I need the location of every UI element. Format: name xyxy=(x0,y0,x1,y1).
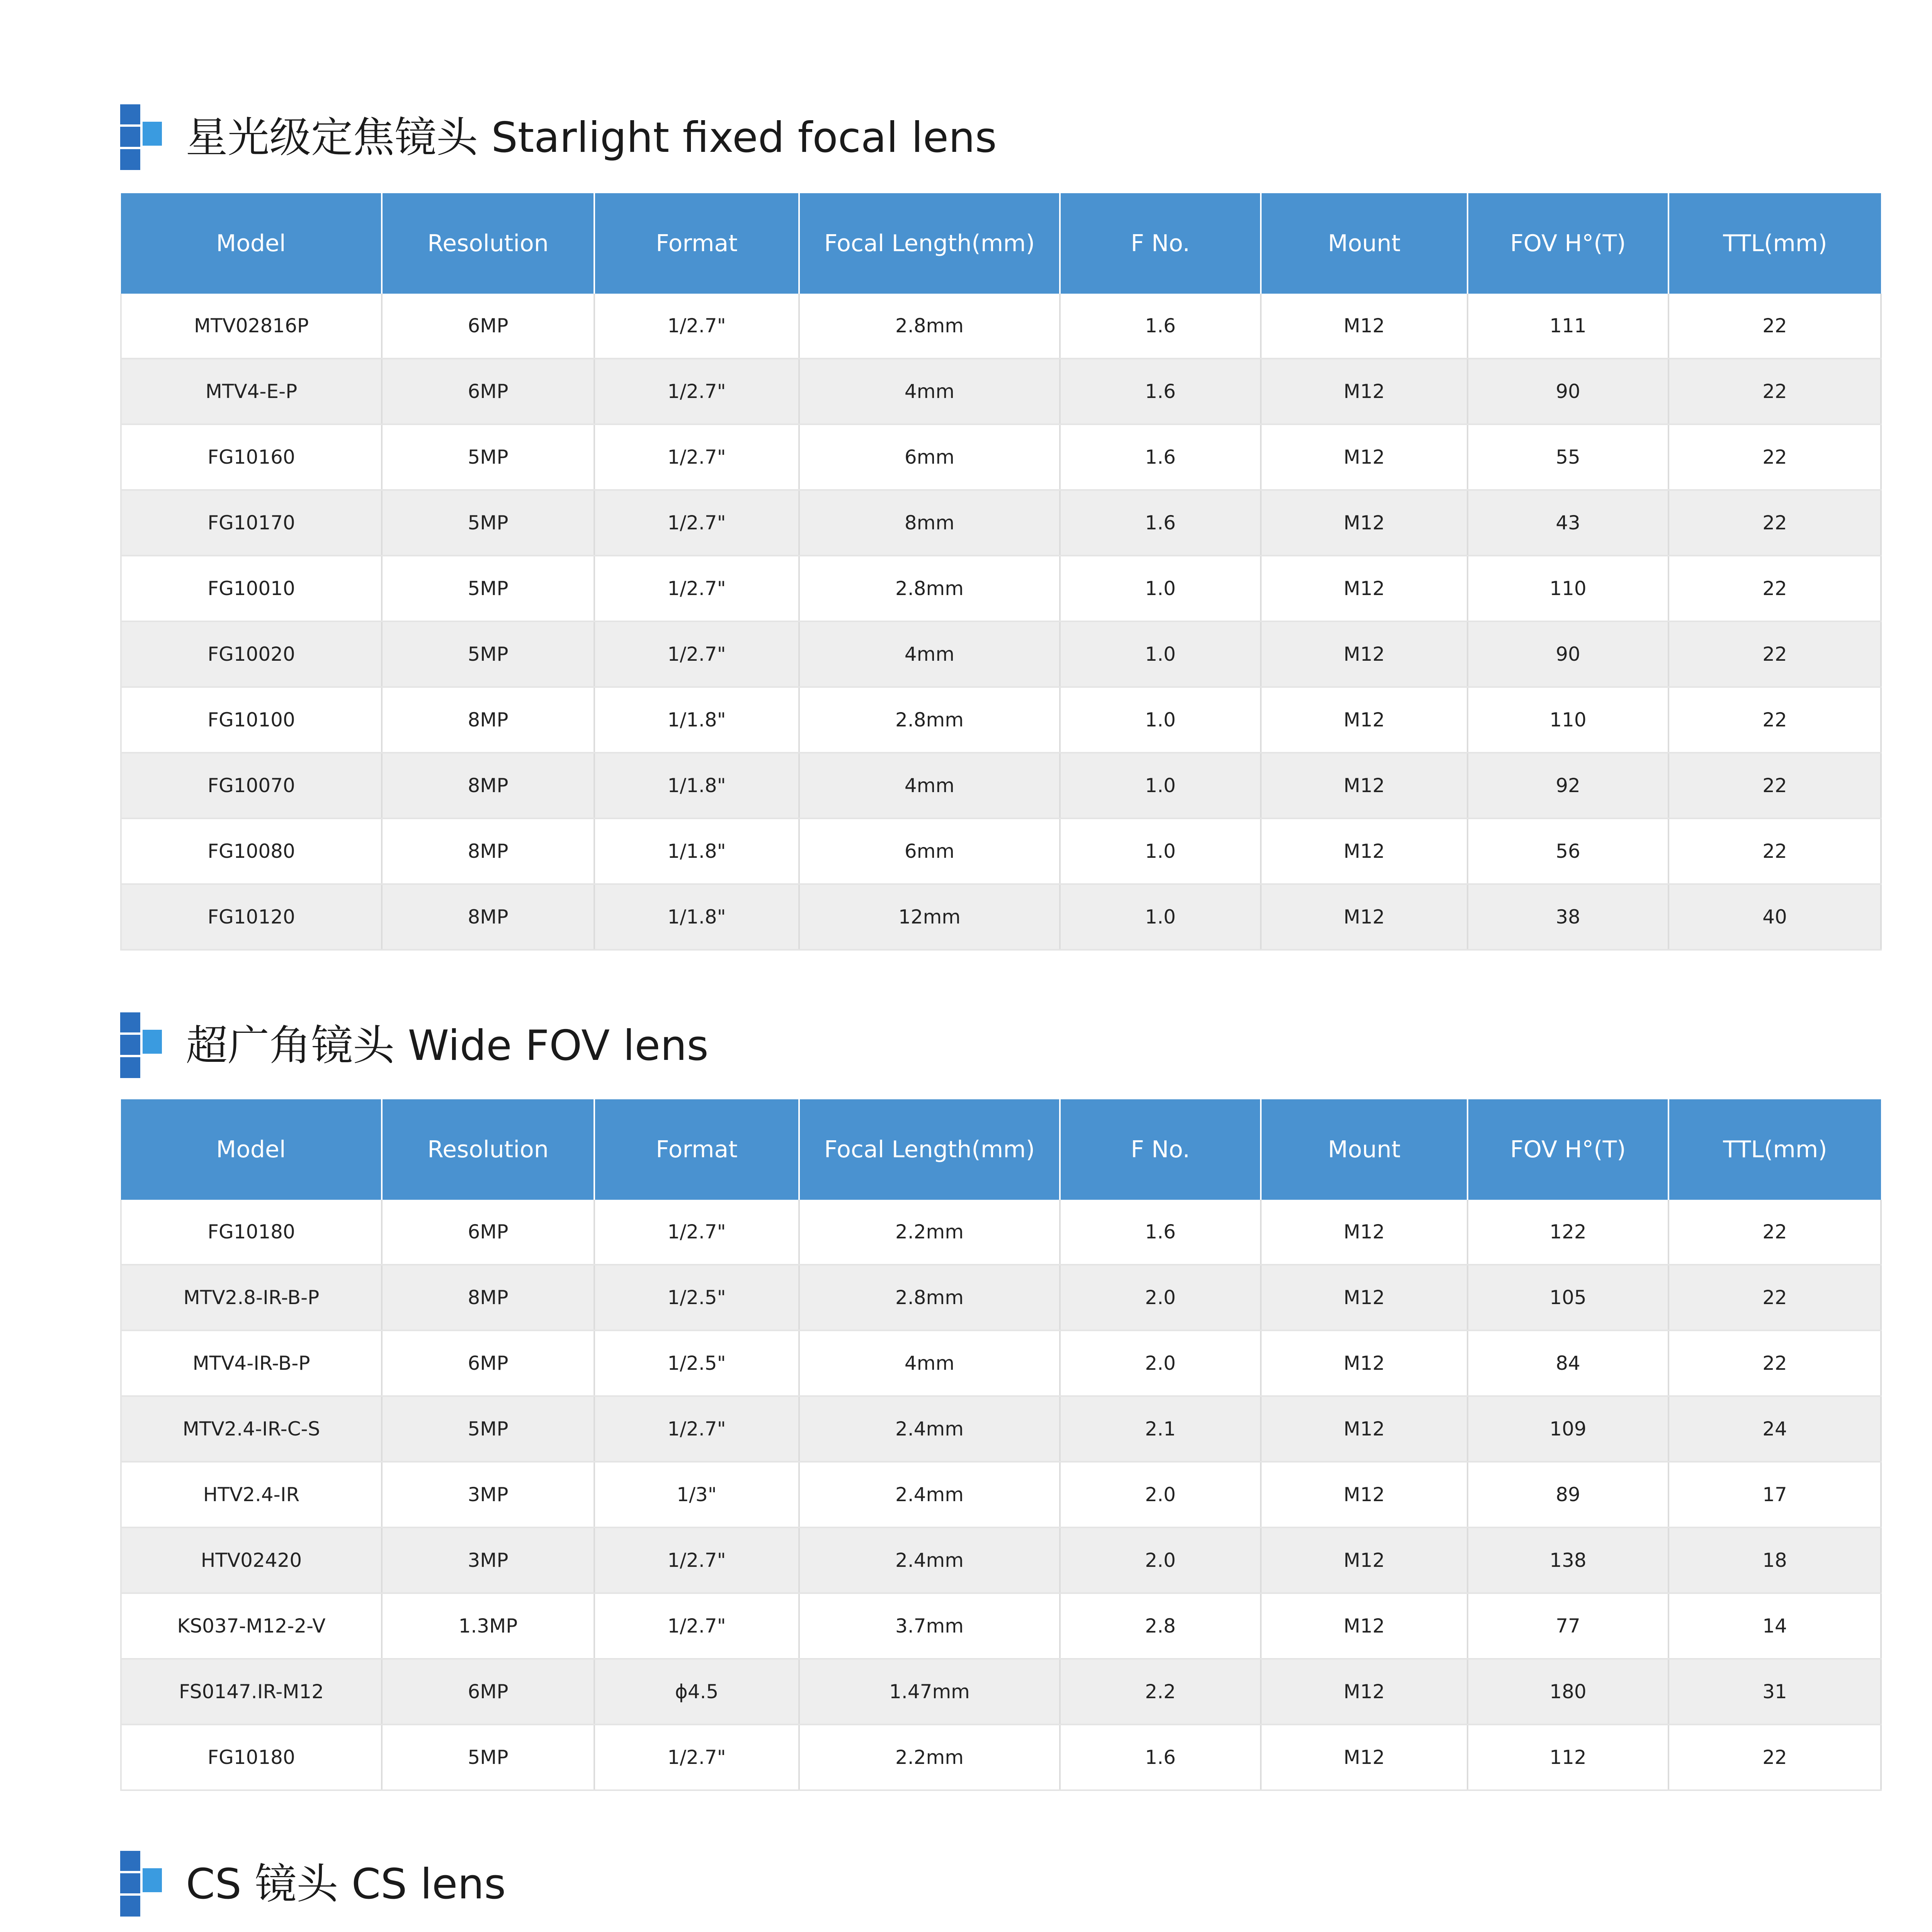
table-cell: FG10020 xyxy=(121,621,382,687)
table-cell: 2.2 xyxy=(1060,1659,1261,1725)
table-cell: 2.0 xyxy=(1060,1330,1261,1396)
table-cell: 105 xyxy=(1468,1265,1668,1330)
table-cell: 14 xyxy=(1668,1593,1881,1659)
column-header: TTL(mm) xyxy=(1668,193,1881,294)
table-cell: FG10120 xyxy=(121,884,382,950)
table-cell: 1.6 xyxy=(1060,359,1261,424)
column-header: Mount xyxy=(1261,193,1468,294)
column-header: Model xyxy=(121,193,382,294)
table-cell: 1/1.8" xyxy=(594,818,799,884)
table-row xyxy=(121,1462,1881,1527)
table-cell: FG10180 xyxy=(121,1200,382,1265)
table-cell: FG10180 xyxy=(121,1725,382,1790)
table-cell: M12 xyxy=(1261,1725,1468,1790)
table-cell: 22 xyxy=(1668,753,1881,818)
table-cell: MTV02816P xyxy=(121,294,382,359)
table-cell: 22 xyxy=(1668,818,1881,884)
table-row xyxy=(121,621,1881,687)
table-cell: M12 xyxy=(1261,359,1468,424)
table-cell: 2.4mm xyxy=(799,1396,1060,1462)
table-row xyxy=(121,753,1881,818)
table-cell: 5MP xyxy=(382,556,594,621)
table-cell: 4mm xyxy=(799,621,1060,687)
table-cell: 22 xyxy=(1668,424,1881,490)
column-header: Model xyxy=(121,1099,382,1200)
table-cell: 3MP xyxy=(382,1527,594,1593)
table-cell: M12 xyxy=(1261,753,1468,818)
table-cell: 1.6 xyxy=(1060,490,1261,556)
table-cell: MTV2.8-IR-B-P xyxy=(121,1265,382,1330)
table-cell: 1.6 xyxy=(1060,294,1261,359)
table-cell: 4mm xyxy=(799,359,1060,424)
table-cell: 2.8 xyxy=(1060,1593,1261,1659)
table-cell: 8mm xyxy=(799,490,1060,556)
table-cell: 1/2.7" xyxy=(594,556,799,621)
table-cell: 5MP xyxy=(382,424,594,490)
table-row xyxy=(121,1659,1881,1725)
table-cell: HTV02420 xyxy=(121,1527,382,1593)
table-cell: M12 xyxy=(1261,884,1468,950)
table-cell: 3MP xyxy=(382,1462,594,1527)
table-cell: 55 xyxy=(1468,424,1668,490)
table-cell: FG10160 xyxy=(121,424,382,490)
table-cell: 1.6 xyxy=(1060,1200,1261,1265)
table-cell: M12 xyxy=(1261,556,1468,621)
table-cell: 180 xyxy=(1468,1659,1668,1725)
section-header xyxy=(120,104,1880,170)
table-cell: M12 xyxy=(1261,1527,1468,1593)
table-cell: 1/2.7" xyxy=(594,490,799,556)
table-cell: FG10010 xyxy=(121,556,382,621)
table-cell: M12 xyxy=(1261,1593,1468,1659)
table-cell: 1.0 xyxy=(1060,621,1261,687)
section-header xyxy=(120,1851,1880,1917)
table-cell: 56 xyxy=(1468,818,1668,884)
table-cell: 22 xyxy=(1668,1200,1881,1265)
table-cell: 43 xyxy=(1468,490,1668,556)
table-cell: FG10100 xyxy=(121,687,382,753)
table-row xyxy=(121,424,1881,490)
column-header: Mount xyxy=(1261,1099,1468,1200)
table-cell: 1/2.5" xyxy=(594,1265,799,1330)
table-cell: 1/2.7" xyxy=(594,1200,799,1265)
table-cell: 2.0 xyxy=(1060,1265,1261,1330)
table-cell: 2.0 xyxy=(1060,1527,1261,1593)
table-cell: 12mm xyxy=(799,884,1060,950)
table-cell: 1.0 xyxy=(1060,884,1261,950)
table-cell: 89 xyxy=(1468,1462,1668,1527)
table-cell: 1/1.8" xyxy=(594,884,799,950)
table-row xyxy=(121,1396,1881,1462)
table-cell: 2.4mm xyxy=(799,1462,1060,1527)
table-cell: M12 xyxy=(1261,1396,1468,1462)
table-cell: 6MP xyxy=(382,1200,594,1265)
table-cell: 5MP xyxy=(382,621,594,687)
column-header: Resolution xyxy=(382,1099,594,1200)
table-cell: M12 xyxy=(1261,1265,1468,1330)
table-cell: 2.8mm xyxy=(799,1265,1060,1330)
table-cell: 1/2.7" xyxy=(594,1593,799,1659)
column-header: FOV H°(T) xyxy=(1468,1099,1668,1200)
table-cell: M12 xyxy=(1261,294,1468,359)
table-cell: ϕ4.5 xyxy=(594,1659,799,1725)
table-cell: M12 xyxy=(1261,1200,1468,1265)
table-cell: M12 xyxy=(1261,424,1468,490)
table-cell: 1/2.5" xyxy=(594,1330,799,1396)
table-cell: 1.47mm xyxy=(799,1659,1060,1725)
brand-logo-icon xyxy=(120,1012,163,1078)
table-cell: KS037-M12-2-V xyxy=(121,1593,382,1659)
table-cell: 22 xyxy=(1668,359,1881,424)
column-header: TTL(mm) xyxy=(1668,1099,1881,1200)
table-cell: 5MP xyxy=(382,1396,594,1462)
table-cell: 1.0 xyxy=(1060,556,1261,621)
table-cell: 1/2.7" xyxy=(594,359,799,424)
table-cell: 77 xyxy=(1468,1593,1668,1659)
table-cell: 1.3MP xyxy=(382,1593,594,1659)
table-cell: 1/1.8" xyxy=(594,687,799,753)
table-cell: 90 xyxy=(1468,359,1668,424)
table-cell: 1/2.7" xyxy=(594,1725,799,1790)
table-cell: 1.0 xyxy=(1060,818,1261,884)
table-cell: HTV2.4-IR xyxy=(121,1462,382,1527)
table-cell: 1/2.7" xyxy=(594,424,799,490)
table-cell: MTV4-IR-B-P xyxy=(121,1330,382,1396)
table-cell: 2.8mm xyxy=(799,556,1060,621)
table-cell: 6mm xyxy=(799,424,1060,490)
table-cell: 1.6 xyxy=(1060,1725,1261,1790)
table-cell: 8MP xyxy=(382,753,594,818)
table-cell: 110 xyxy=(1468,556,1668,621)
table-cell: 8MP xyxy=(382,884,594,950)
column-header: F No. xyxy=(1060,193,1261,294)
table-row xyxy=(121,1265,1881,1330)
table-cell: 17 xyxy=(1668,1462,1881,1527)
table-cell: FS0147.IR-M12 xyxy=(121,1659,382,1725)
table-cell: 2.8mm xyxy=(799,294,1060,359)
section-title: 星光级定焦镜头 Starlight fixed focal lens xyxy=(186,114,997,162)
table-cell: MTV4-E-P xyxy=(121,359,382,424)
table-cell: 22 xyxy=(1668,687,1881,753)
table-cell: M12 xyxy=(1261,1330,1468,1396)
table-cell: 40 xyxy=(1668,884,1881,950)
column-header: Focal Length(mm) xyxy=(799,193,1060,294)
table-cell: 6mm xyxy=(799,818,1060,884)
table-row xyxy=(121,687,1881,753)
table-cell: MTV2.4-IR-C-S xyxy=(121,1396,382,1462)
section-title: CS 镜头 CS lens xyxy=(186,1860,506,1908)
table-cell: FG10080 xyxy=(121,818,382,884)
table-cell: 4mm xyxy=(799,753,1060,818)
table-cell: 112 xyxy=(1468,1725,1668,1790)
table-cell: 122 xyxy=(1468,1200,1668,1265)
section-header xyxy=(120,1012,1880,1078)
table-cell: M12 xyxy=(1261,1462,1468,1527)
table-cell: 22 xyxy=(1668,1330,1881,1396)
table-cell: 2.2mm xyxy=(799,1725,1060,1790)
table-cell: 8MP xyxy=(382,1265,594,1330)
header-row xyxy=(121,193,1881,294)
table-cell: 8MP xyxy=(382,687,594,753)
table-cell: 22 xyxy=(1668,621,1881,687)
table-cell: 22 xyxy=(1668,490,1881,556)
table-cell: M12 xyxy=(1261,687,1468,753)
table-cell: 1.0 xyxy=(1060,753,1261,818)
header-row xyxy=(121,1099,1881,1200)
table-cell: 38 xyxy=(1468,884,1668,950)
table-cell: 1/3" xyxy=(594,1462,799,1527)
table-cell: 138 xyxy=(1468,1527,1668,1593)
table-cell: 22 xyxy=(1668,1725,1881,1790)
table-cell: FG10170 xyxy=(121,490,382,556)
brand-logo-icon xyxy=(120,104,163,170)
table-cell: M12 xyxy=(1261,490,1468,556)
column-header: Format xyxy=(594,1099,799,1200)
section-starlight xyxy=(120,104,1880,951)
table-row xyxy=(121,884,1881,950)
table-cell: 6MP xyxy=(382,294,594,359)
table-row xyxy=(121,1725,1881,1790)
section-title: 超广角镜头 Wide FOV lens xyxy=(186,1022,709,1070)
section-wide-fov xyxy=(120,1012,1880,1791)
table-cell: 24 xyxy=(1668,1396,1881,1462)
table-cell: 2.0 xyxy=(1060,1462,1261,1527)
table-cell: 111 xyxy=(1468,294,1668,359)
table-cell: 90 xyxy=(1468,621,1668,687)
table-cell: 1/2.7" xyxy=(594,1527,799,1593)
table-cell: 110 xyxy=(1468,687,1668,753)
table-cell: 3.7mm xyxy=(799,1593,1060,1659)
table-cell: 22 xyxy=(1668,1265,1881,1330)
table-cell: 1/2.7" xyxy=(594,294,799,359)
table-cell: FG10070 xyxy=(121,753,382,818)
table-row xyxy=(121,818,1881,884)
spec-table xyxy=(120,193,1882,951)
table-row xyxy=(121,1330,1881,1396)
table-cell: 1.0 xyxy=(1060,687,1261,753)
table-cell: 2.8mm xyxy=(799,687,1060,753)
table-row xyxy=(121,1200,1881,1265)
table-cell: 1.6 xyxy=(1060,424,1261,490)
table-cell: M12 xyxy=(1261,1659,1468,1725)
table-cell: 2.2mm xyxy=(799,1200,1060,1265)
column-header: FOV H°(T) xyxy=(1468,193,1668,294)
table-cell: 5MP xyxy=(382,1725,594,1790)
table-cell: 1/1.8" xyxy=(594,753,799,818)
spec-table xyxy=(120,1099,1882,1791)
table-cell: 22 xyxy=(1668,556,1881,621)
table-cell: 6MP xyxy=(382,1659,594,1725)
table-cell: 31 xyxy=(1668,1659,1881,1725)
table-cell: 109 xyxy=(1468,1396,1668,1462)
table-cell: 18 xyxy=(1668,1527,1881,1593)
table-cell: 1/2.7" xyxy=(594,1396,799,1462)
table-cell: M12 xyxy=(1261,621,1468,687)
table-cell: 4mm xyxy=(799,1330,1060,1396)
column-header: F No. xyxy=(1060,1099,1261,1200)
table-row xyxy=(121,1527,1881,1593)
table-cell: 2.4mm xyxy=(799,1527,1060,1593)
brand-logo-icon xyxy=(120,1851,163,1917)
table-row xyxy=(121,1593,1881,1659)
column-header: Focal Length(mm) xyxy=(799,1099,1060,1200)
table-cell: 22 xyxy=(1668,294,1881,359)
column-header: Format xyxy=(594,193,799,294)
table-cell: 1/2.7" xyxy=(594,621,799,687)
table-row xyxy=(121,490,1881,556)
table-cell: 6MP xyxy=(382,359,594,424)
table-cell: 92 xyxy=(1468,753,1668,818)
table-row xyxy=(121,294,1881,359)
table-cell: M12 xyxy=(1261,818,1468,884)
table-cell: 6MP xyxy=(382,1330,594,1396)
table-row xyxy=(121,359,1881,424)
column-header: Resolution xyxy=(382,193,594,294)
table-cell: 84 xyxy=(1468,1330,1668,1396)
table-cell: 5MP xyxy=(382,490,594,556)
section-cs-lens xyxy=(120,1851,1880,1932)
table-row xyxy=(121,556,1881,621)
table-cell: 2.1 xyxy=(1060,1396,1261,1462)
table-cell: 8MP xyxy=(382,818,594,884)
